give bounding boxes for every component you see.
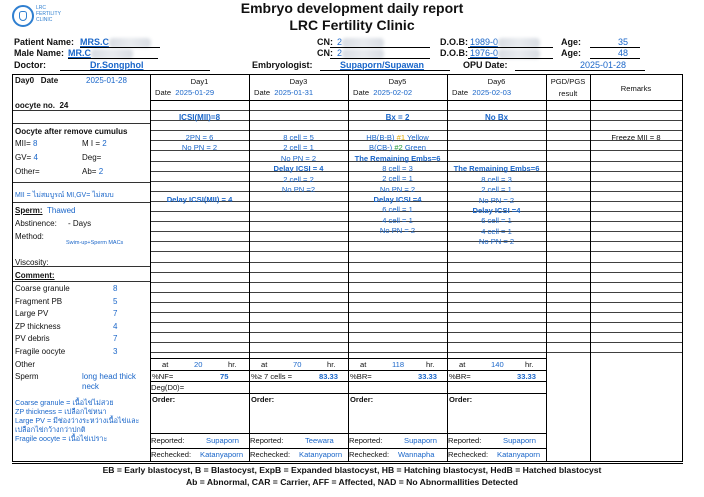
patient-name-label: Patient Name: (14, 37, 75, 47)
male-name-value: MR.C (68, 48, 133, 59)
reported-label: Reported: (151, 436, 185, 445)
stat-at: at (360, 360, 367, 369)
doctor-value: Dr.Songphol (90, 60, 144, 70)
day3-row: Delay ICSI = 4 (273, 164, 324, 173)
comment-value-item: 7 (113, 309, 118, 319)
comment-value-item: 5 (113, 296, 118, 306)
grid-hline (12, 123, 150, 124)
day6-row: No PN = 2 (478, 195, 515, 205)
stat-at: at (162, 360, 169, 369)
day0-date: 2025-01-28 (86, 76, 127, 85)
clinic-name: LRC Fertility Clinic (289, 17, 415, 33)
method-label: Method: (15, 232, 44, 241)
embryologist-value: Supaporn/Supawan (340, 60, 425, 70)
rechecked-name: Wannapha (398, 450, 435, 459)
reported-name: Teewara (305, 436, 334, 445)
dob-label-1: D.O.B: (440, 37, 468, 47)
report-title: Embryo development daily report (240, 0, 464, 16)
deg-count: Deg= (82, 153, 102, 162)
cn-value-2: 2 (337, 48, 384, 59)
comment-label-item: Fragment PB (15, 296, 63, 306)
comment-label-item: PV debris (15, 334, 50, 344)
day5-row: No PN = 2 (379, 225, 416, 235)
footer-line-1: EB = Early blastocyst, B = Blastocyst, ExpB = Expanded blastocyst, HB = Hatching blastocyst, HedB = Hatched blastocyst (102, 465, 602, 475)
day3-row: 8 cell = 5 (283, 133, 314, 142)
day6-remaining: The Remaining Embs=6 (453, 164, 540, 173)
grid-hline (150, 393, 546, 394)
age-label-1: Age: (561, 37, 581, 47)
grid-hline (12, 182, 150, 183)
mii-note: MII = ไม่สมบูรณ์ MI,GV= ไม่สมบ (15, 192, 114, 199)
day6-row: 8 cell = 3 (481, 175, 512, 184)
after-cumulus-title: Oocyte after remove cumulus (15, 127, 128, 136)
logo-text: LRC FERTILITY CLINIC (36, 5, 61, 23)
day3-row: 2 cell = 1 (283, 143, 314, 152)
comment-value-item: 8 (113, 284, 118, 293)
rechecked-name: Katanyaporn (200, 450, 244, 459)
sperm-value: Thawed (47, 206, 76, 215)
day5-bcb: B(CB-) #2 Green (369, 143, 426, 152)
day1-label: Day1 (190, 77, 209, 86)
grid-vline (546, 74, 547, 461)
grid-hline (150, 282, 682, 283)
stat-at: at (459, 360, 466, 369)
day5-row: 4 cell = 1 (382, 215, 413, 225)
grid-hline (12, 281, 150, 282)
male-name-label: Male Name: (14, 48, 65, 58)
day5-date: Date 2025-02-02 (353, 88, 413, 97)
grid-hline (150, 241, 682, 242)
day5-row: Delay ICSI =4 (373, 194, 422, 204)
day5-heading: Bx = 2 (385, 113, 410, 122)
reported-label: Reported: (448, 436, 482, 445)
comment-label-item: Coarse granule (15, 284, 70, 293)
grid-hline (150, 100, 682, 101)
day3-row: No PN =2 (281, 185, 316, 194)
day5-row: No PN = 2 (379, 184, 416, 194)
grid-hline (150, 322, 682, 323)
grid-hline (150, 358, 546, 359)
opu-date-label: OPU Date: (463, 60, 508, 70)
dob-value-2: 1976-0 (470, 48, 540, 59)
reported-label: Reported: (349, 436, 383, 445)
day3-date: Date 2025-01-31 (254, 88, 314, 97)
stat-hr-unit: hr. (327, 360, 336, 369)
day3-row: 2 cell = 2 (283, 175, 314, 184)
grid-hline (150, 381, 546, 382)
comment-notes: Coarse granule = เนื้อไข่ไม่สวย ZP thickness = เปลือกไข่หนา Large PV = มีช่องว่างระหว่างเนื้อไข่และ เปลือกไข่กว้างกว่าปกติ Fragile oocyte = เนื้อไข่เปราะ (15, 398, 140, 443)
cn-value-1: 2 (337, 37, 384, 48)
abstinence-value: - Days (68, 219, 92, 228)
day3-label: Day3 (289, 77, 308, 86)
grid-hline (150, 292, 682, 293)
order-label: Order: (152, 395, 176, 404)
grid-hline (150, 312, 682, 313)
day6-row: 2 cell = 1 (481, 185, 512, 195)
grid-hline (150, 251, 682, 252)
viscosity-label: Viscosity: (15, 258, 49, 267)
dob-value-1: 1989-0 (470, 37, 540, 48)
day6-row: 4 cell = 1 (481, 226, 512, 236)
patient-name-value: MRS.C (80, 37, 151, 48)
day3-row: No PN = 2 (280, 154, 317, 163)
stat-hr-unit: hr. (228, 360, 237, 369)
grid-hline (150, 448, 546, 449)
dob-label-2: D.O.B: (440, 48, 468, 58)
comment-label-item: Fragile oocyte (15, 347, 66, 356)
day1-row-1: 2PN = 6 (185, 133, 214, 142)
stat-label: %BR= (449, 372, 471, 381)
cn-label-1: CN: (317, 37, 333, 47)
stat-at: at (261, 360, 268, 369)
cn-label-2: CN: (317, 48, 333, 58)
grid-hline (150, 262, 682, 263)
day6-date: Date 2025-02-03 (452, 88, 512, 97)
reported-name: Supaporn (404, 436, 437, 445)
reported-name: Supaporn (503, 436, 536, 445)
deg-d0: Deg(D0)= (151, 383, 185, 392)
rechecked-label: Rechecked: (250, 450, 291, 459)
comment-value-item: long head thick neck (82, 372, 136, 392)
grid-vline (12, 74, 13, 461)
grid-hline (150, 302, 682, 303)
age-value-2: 48 (618, 48, 629, 58)
comment-label-item: Large PV (15, 309, 49, 319)
rechecked-label: Rechecked: (151, 450, 192, 459)
reported-name: Supaporn (206, 436, 239, 445)
stat-value: 33.33 (517, 372, 537, 381)
grid-vline (682, 74, 683, 461)
grid-hline (150, 342, 682, 343)
mi-count: M I = 2 (82, 139, 107, 148)
day1-date: Date 2025-01-29 (155, 88, 215, 97)
order-label: Order: (251, 395, 275, 404)
grid-hline (12, 463, 683, 464)
stat-label: %NF= (152, 372, 174, 381)
stat-value: 83.33 (319, 372, 339, 381)
stat-label: %BR= (350, 372, 372, 381)
stat-hr-unit: hr. (426, 360, 435, 369)
oocyte-no: oocyte no. 24 (15, 101, 69, 110)
remarks-text: Freeze MII = 8 (611, 133, 661, 142)
grid-hline (12, 74, 683, 75)
grid-hline (150, 130, 682, 131)
comment-label-item: Other (15, 359, 36, 369)
order-label: Order: (350, 395, 374, 404)
abstinence-label: Abstinence: (15, 219, 57, 228)
day6-row: Delay ICSI =4 (472, 205, 521, 215)
day5-remaining: The Remaining Embs=6 (354, 154, 441, 163)
footer-line-2: Ab = Abnormal, CAR = Carrier, AFF = Affected, NAD = No Abnormallities Detected (185, 477, 519, 487)
grid-hline (12, 461, 683, 462)
stat-hours: 20 (194, 360, 203, 369)
pgd-label: PGD/PGS (550, 77, 586, 86)
gv-count: GV= 4 (15, 153, 38, 162)
sperm-label: Sperm: (15, 206, 43, 215)
day6-row: No PN = 2 (478, 236, 515, 246)
grid-hline (150, 272, 682, 273)
rechecked-label: Rechecked: (349, 450, 390, 459)
grid-hline (12, 110, 150, 111)
stat-hours: 70 (293, 360, 302, 369)
method-value: Swim-up+Sperm MACs (66, 240, 124, 246)
day6-row: 6 cell = 1 (481, 216, 512, 226)
day0-label: Day0 Date (15, 76, 59, 85)
grid-hline (150, 370, 546, 371)
comment-label: Comment: (15, 271, 55, 280)
day5-hb: HB(B-B) #1 Yellow (366, 133, 429, 142)
day6-label: Day6 (487, 77, 506, 86)
grid-hline (150, 110, 682, 111)
grid-hline (150, 433, 546, 434)
day6-heading: No Bx (484, 113, 509, 122)
rechecked-label: Rechecked: (448, 450, 489, 459)
day1-delay: Delay ICSI(MII) = 4 (166, 195, 233, 204)
mii-count: MII= 8 (15, 139, 38, 148)
grid-hline (150, 332, 682, 333)
embryologist-label: Embryologist: (252, 60, 313, 70)
day1-heading: ICSI(MII)=8 (178, 113, 221, 122)
day1-row-2: No PN = 2 (181, 143, 218, 152)
rechecked-name: Katanyaporn (299, 450, 343, 459)
comment-label-item: ZP thickness (15, 321, 61, 331)
stat-hours: 140 (491, 360, 504, 369)
ab-count: Ab= 2 (82, 167, 104, 176)
grid-hline (150, 352, 682, 353)
grid-vline (447, 74, 448, 461)
other-count: Other= (15, 167, 40, 176)
comment-label-item: Sperm (15, 372, 39, 382)
comment-value-item: 7 (113, 334, 118, 344)
stat-value: 75 (220, 372, 229, 381)
stat-label: %≥ 7 cells = (251, 372, 293, 381)
day5-row: 6 cell = 1 (382, 205, 413, 215)
stat-hours: 118 (392, 360, 405, 369)
remarks-label: Remarks (620, 84, 652, 93)
comment-value-item: 3 (113, 347, 118, 356)
rechecked-name: Katanyaporn (497, 450, 541, 459)
reported-label: Reported: (250, 436, 284, 445)
comment-value-item: 4 (113, 321, 118, 331)
order-label: Order: (449, 395, 473, 404)
age-value-1: 35 (618, 37, 629, 47)
stat-hr-unit: hr. (525, 360, 534, 369)
age-label-2: Age: (561, 48, 581, 58)
doctor-label: Doctor: (14, 60, 46, 70)
grid-hline (12, 202, 150, 203)
opu-date-value: 2025-01-28 (580, 60, 627, 70)
stat-value: 33.33 (418, 372, 438, 381)
day5-row: 2 cell = 1 (382, 174, 413, 184)
day5-label: Day5 (388, 77, 407, 86)
pgd-sub: result (558, 89, 578, 98)
day5-row: 8 cell = 3 (382, 164, 413, 173)
